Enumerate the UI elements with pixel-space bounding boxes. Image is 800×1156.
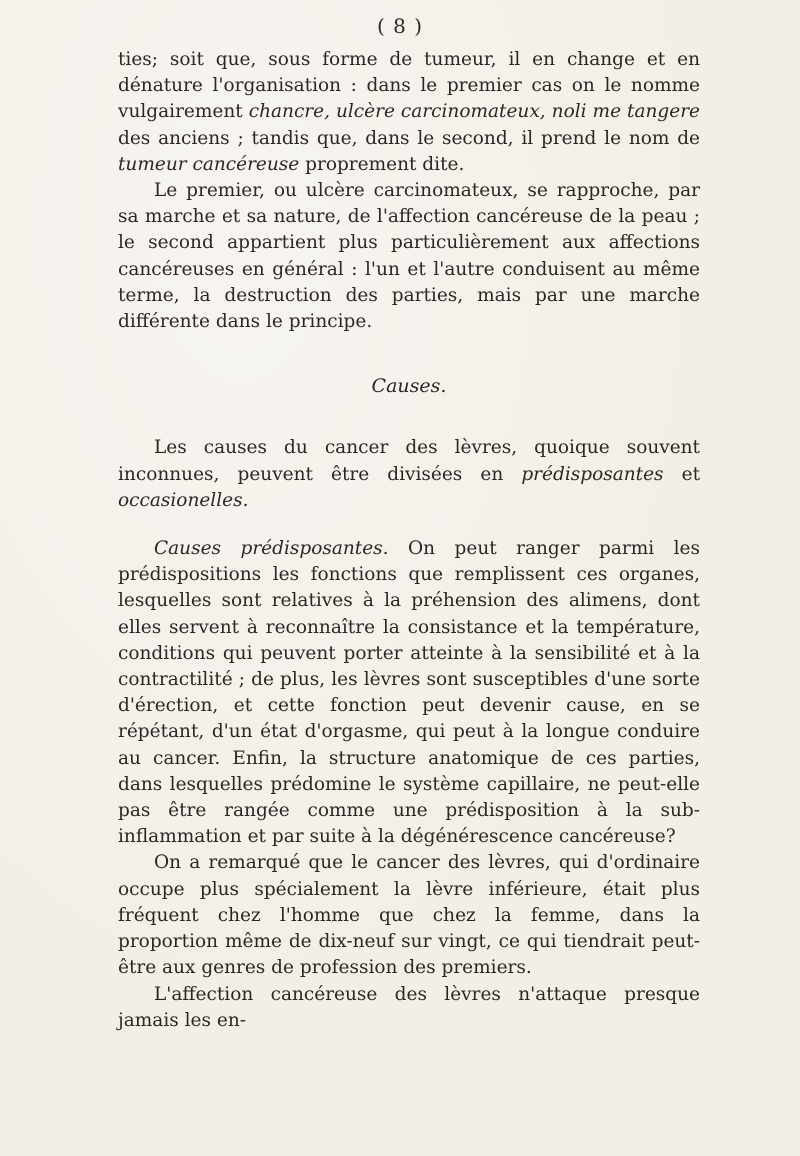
italic-term: tumeur cancéreuse [118,153,300,175]
paragraph [118,435,700,514]
paragraph: L'affection cancéreuse des lèvres n'attaque presque jamais les en- [118,983,700,1031]
paragraph-text: des anciens ; tandis que, dans le second, il prend le nom de [118,127,700,149]
paragraph-text: et [663,463,701,485]
paragraph-continuation [118,47,700,178]
italic-term: prédisposantes [521,463,664,485]
paragraph-text: proprement dite. [299,153,465,175]
page-number: ( 8 ) [376,14,424,38]
paragraph-text: ties; soit que, sous forme de tumeur, il en change et en dénature l'organisation : dans le premier cas on le nomme vulgairement [118,49,700,123]
paragraph-text: Les causes du cancer des lèvres, quoique souvent inconnues, peuvent être divisées en [118,437,700,485]
section-heading: Causes. [371,375,447,398]
paragraph [118,536,700,850]
italic-term: occasionelles. [118,489,249,511]
subheading-inline: Causes prédisposantes. [154,538,389,560]
body-text [118,47,700,1034]
paragraph: On a remarqué que le cancer des lèvres, qui d'ordinaire occupe plus spécialement la lèvre inférieure, était plus fréquent chez l'homme que chez la femme, dans la proportion même de dix-neuf sur vingt, ce qui tiendrait peut-être aux genres de profession des premiers. [118,852,700,979]
italic-term: chancre, ulcère carcinomateux, noli me tangere [248,101,700,123]
paragraph-text: On peut ranger parmi les prédispositions les fonctions que remplissent ces organes, lesquelles sont relatives à la préhension des alimens, dont elles servent à reconnaître la consistance et la température, conditions qui peuvent porter atteinte à la sensibilité et à la contractilité ; de plus, les lèvres sont susceptibles d'une sorte d'érection, et cette fonction peut devenir cause, en se répétant, d'un état d'orgasme, qui peut à la longue conduire au cancer. Enfin, la structure anatomique de ces parties, dans lesquelles prédomine le système capillaire, ne peut-elle pas être rangée comme une prédisposition à la sub-inflammation et par suite à la dégénérescence cancéreuse? [118,538,700,848]
paragraph: Le premier, ou ulcère carcinomateux, se rapproche, par sa marche et sa nature, de l'affection cancéreuse de la peau ; le second appartient plus particulièrement aux affections cancéreuses en général : l'un et l'autre conduisent au même terme, la destruction des parties, mais par une marche différente dans le principe. [118,180,700,333]
